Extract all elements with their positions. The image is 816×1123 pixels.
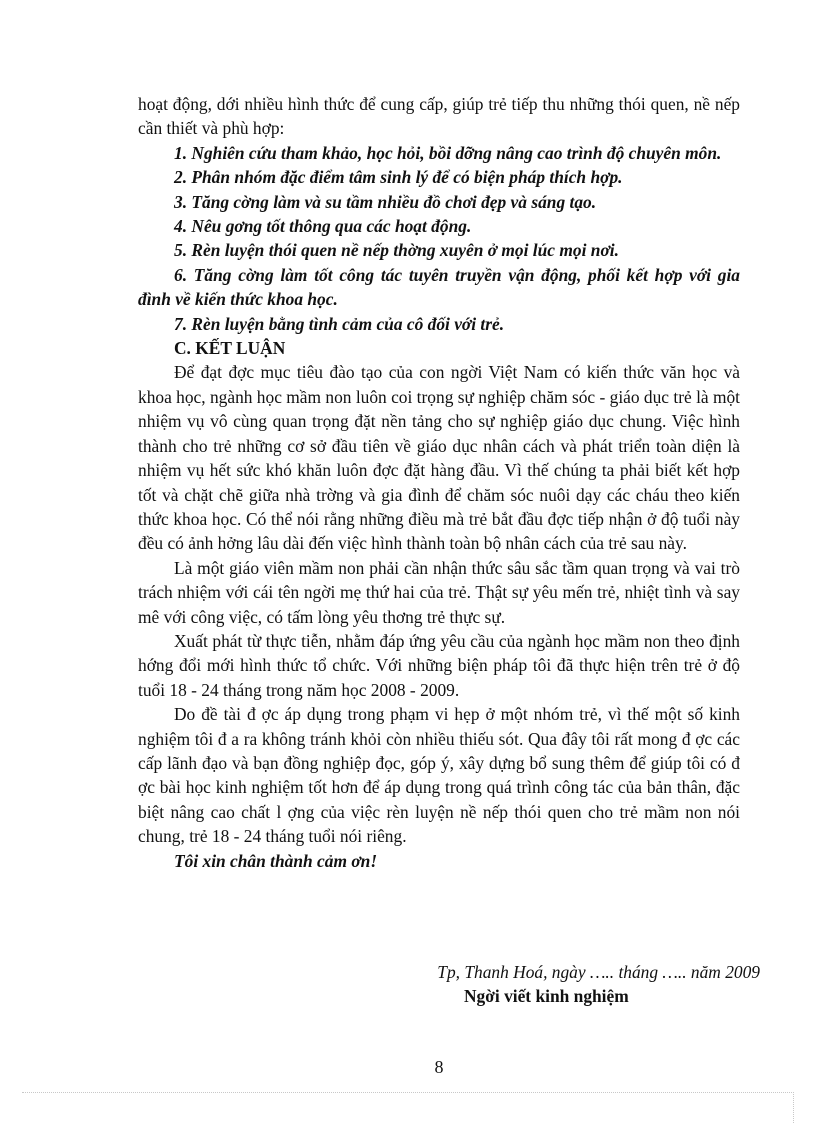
intro-paragraph: hoạt động, dới nhiều hình thức để cung cấp, giúp trẻ tiếp thu những thói quen, nề nếp cần thiết và phù hợp: [138, 94, 740, 139]
footer-divider [22, 1092, 794, 1093]
document-body [138, 92, 740, 873]
thanks-line: Tôi xin chân thành cảm ơn! [174, 850, 378, 871]
corner-divider [793, 1094, 794, 1123]
measure-item: 5. Rèn luyện thói quen nề nếp thờng xuyên ở mọi lúc mọi nơi. [174, 240, 619, 261]
body-paragraph: Do đề tài đ ợc áp dụng trong phạm vi hẹp ở một nhóm trẻ, vì thế một số kinh nghiệm tôi đ a ra không tránh khỏi còn nhiều thiếu sót. Qua đây tôi rất mong đ ợc các cấp lãnh đạo và bạn đồng nghiệp đọc, góp ý, xây dựng bổ sung thêm để giúp tôi có đ ợc bài học kinh nghiệm tốt hơn để áp dụng trong quá trình công tác của bản thân, đặc biệt nâng cao chất l ợng của việc rèn luyện nề nếp thói quen cho trẻ mầm non nói chung, trẻ 18 - 24 tháng tuổi nói riêng. [138, 704, 740, 847]
measure-item: 3. Tăng cờng làm và su tầm nhiều đồ chơi đẹp và sáng tạo. [174, 191, 597, 212]
body-paragraph: Xuất phát từ thực tiễn, nhằm đáp ứng yêu cầu của ngành học mầm non theo định hớng đổi mới hình thức tổ chức. Với những biện pháp tôi đã thực hiện trên trẻ ở độ tuổi 18 - 24 tháng trong năm học 2008 - 2009. [138, 630, 740, 700]
measure-item: 4. Nêu gơng tốt thông qua các hoạt động. [174, 216, 472, 237]
place-date: Tp, Thanh Hoá, ngày ….. tháng ….. năm 2009 [437, 962, 760, 982]
measure-item: 7. Rèn luyện bằng tình cảm của cô đối với trẻ. [174, 313, 505, 334]
measure-item: 1. Nghiên cứu tham khảo, học hỏi, bồi dỡng nâng cao trình độ chuyên môn. [174, 142, 722, 163]
body-paragraph: Là một giáo viên mầm non phải cần nhận thức sâu sắc tầm quan trọng và vai trò trách nhiệm với cái tên ngời mẹ thứ hai của trẻ. Thật sự yêu mến trẻ, nhiệt tình và say mê với công việc, có tấm lòng yêu thơng trẻ thực sự. [138, 557, 740, 627]
measure-item: 6. Tăng cờng làm tốt công tác tuyên truyền vận động, phối kết hợp với gia đình về kiến thức khoa học. [138, 264, 740, 310]
conclusion-heading: C. KẾT LUẬN [174, 338, 286, 359]
author-line: Ngời viết kinh nghiệm [464, 986, 629, 1006]
body-paragraph: Để đạt đợc mục tiêu đào tạo của con ngời Việt Nam có kiến thức văn học và khoa học, ngành học mầm non luôn coi trọng sự nghiệp chăm sóc - giáo dục trẻ là một nhiệm vụ vô cùng quan trọng đặt nền tảng cho sự nghiệp giáo dục chung. Việc hình thành cho trẻ những cơ sở đầu tiên về giáo dục nhân cách và phát triển toàn diện là nhiệm vụ hết sức khó khăn luôn đợc đặt hàng đầu. Vì thế chúng ta phải biết kết hợp tốt và chặt chẽ giữa nhà trờng và gia đình để chăm sóc nuôi dạy các cháu theo kiến thức khoa học. Có thể nói rằng những điều mà trẻ bắt đầu đợc tiếp nhận ở độ tuổi này đều có ảnh hởng lâu dài đến việc hình thành toàn bộ nhân cách của trẻ sau này. [138, 362, 741, 554]
measure-item: 2. Phân nhóm đặc điểm tâm sinh lý để có biện pháp thích hợp. [174, 167, 623, 188]
signature-block [138, 960, 760, 1008]
page-number: 8 [434, 1057, 444, 1077]
